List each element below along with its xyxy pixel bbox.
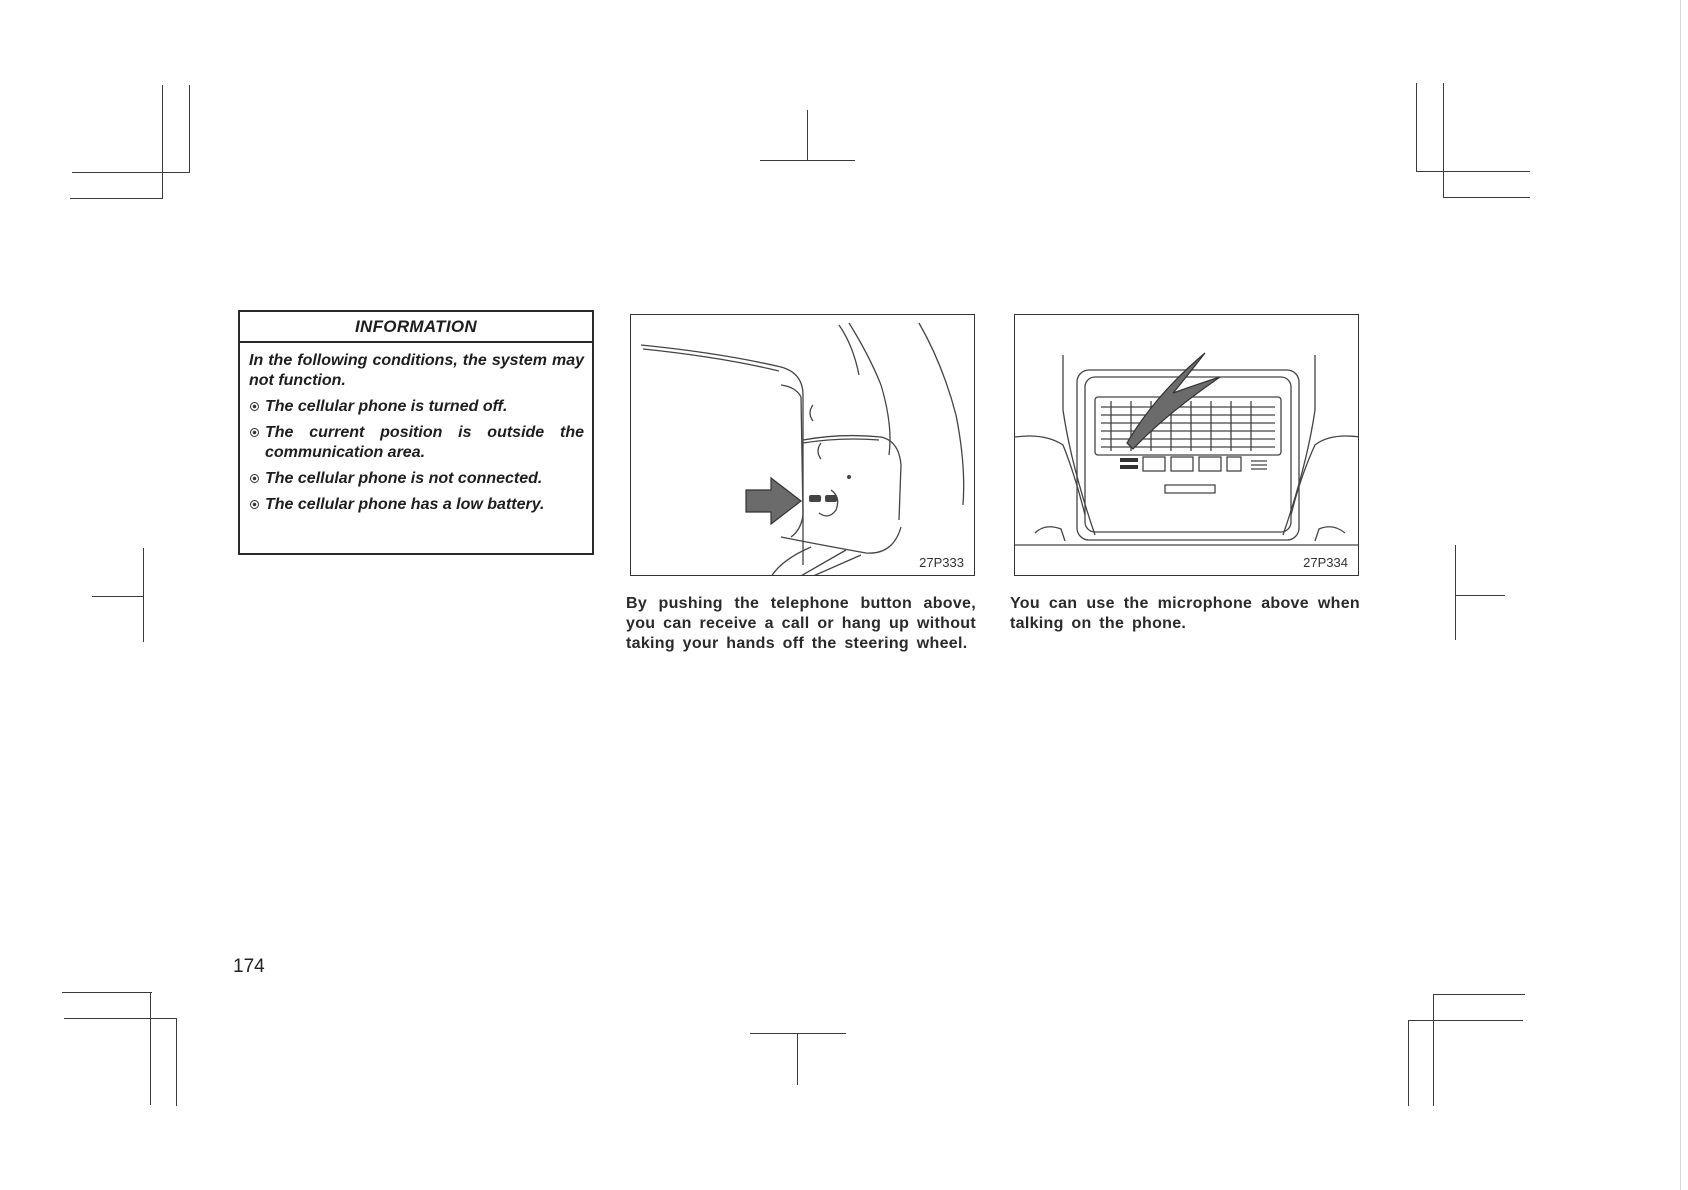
- bullet-icon: [250, 500, 259, 509]
- figure-id: 27P334: [1303, 555, 1348, 570]
- list-item: [249, 423, 584, 463]
- list-item-text: The cellular phone has a low battery.: [265, 496, 545, 513]
- microphone-caption: You can use the microphone above when talking on the phone.: [1010, 595, 1360, 632]
- list-item: [249, 397, 584, 417]
- steering-wheel-figure: [630, 314, 975, 576]
- list-item-text: The cellular phone is turned off.: [265, 398, 508, 415]
- bullet-icon: [250, 428, 259, 437]
- page-edge: [1680, 0, 1681, 1190]
- information-box: [238, 310, 594, 555]
- list-item: [249, 495, 584, 515]
- steering-wheel-illustration: [631, 315, 975, 576]
- page-number: 174: [233, 956, 265, 977]
- bullet-icon: [250, 402, 259, 411]
- microphone-illustration: [1015, 315, 1359, 576]
- microphone-figure: [1014, 314, 1359, 576]
- steering-wheel-caption: By pushing the telephone button above, you can receive a call or hang up without taking your hands off the steering wheel.: [626, 595, 976, 652]
- list-item: [249, 469, 584, 489]
- information-title: INFORMATION: [240, 312, 592, 343]
- figure-id: 27P333: [919, 555, 964, 570]
- list-item-text: The current position is outside the communication area.: [265, 424, 584, 461]
- information-intro: In the following conditions, the system may not function.: [249, 352, 584, 389]
- bullet-icon: [250, 474, 259, 483]
- list-item-text: The cellular phone is not connected.: [265, 470, 543, 487]
- information-list: [249, 397, 584, 515]
- information-body: [240, 343, 592, 515]
